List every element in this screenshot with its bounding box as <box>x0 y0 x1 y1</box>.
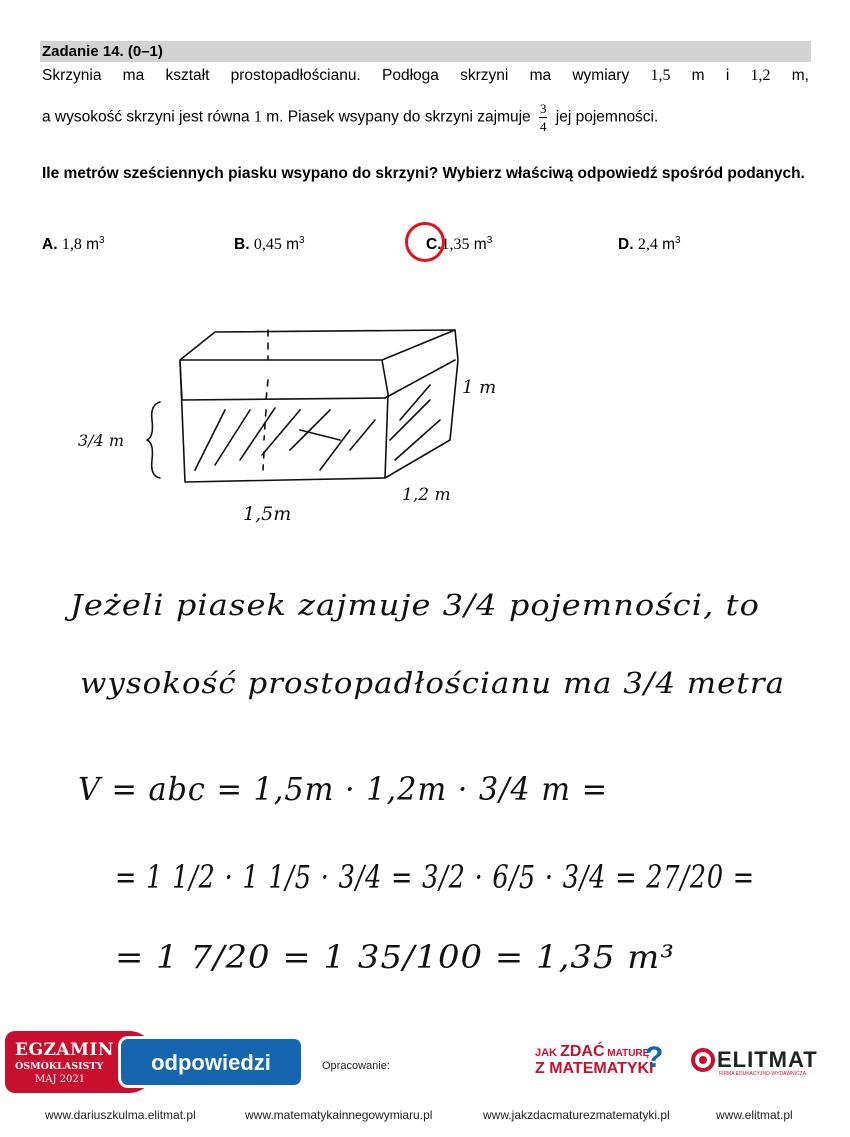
task-text-line2: a wysokość skrzyni jest równa 1 m. Piasek wsypany do skrzyni zajmuje $\frac{3}{4}$ jej pojemności. <box>42 101 659 134</box>
box-front-face <box>180 360 388 482</box>
task-title: Zadanie 14. (0–1) <box>42 43 163 60</box>
url-matematykainnegowymiaru[interactable]: www.matematykainnegowymiaru.pl <box>245 1108 433 1122</box>
question-text: Ile metrów sześciennych piasku wsypano do skrzyni? Wybierz właściwą odpowiedź spośród podanych. <box>42 165 805 182</box>
url-dariuszkulma[interactable]: www.dariuszkulma.elitmat.pl <box>45 1108 196 1122</box>
task-text-line1: Skrzynia ma kształt prostopadłościanu. Podłoga skrzyni ma wymiary 1,5 m i 1,2 m, <box>42 67 809 84</box>
option-a[interactable]: A. 1,8 $m^3$ <box>42 235 105 254</box>
solution-line-1: Jeżeli piasek zajmuje 3/4 pojemności, to <box>64 588 761 622</box>
egzamin-logo: EGZAMIN ÓSMOKLASISTY MAJ 2021 <box>5 1031 155 1093</box>
answers-badge: odpowiedzi <box>118 1036 304 1088</box>
solution-line-5: = 1 7/20 = 1 35/100 = 1,35 m³ <box>115 938 675 976</box>
box-height: 1 <box>253 108 262 126</box>
solution-line-4: = 1 1/2 · 1 1/5 · 3/4 = 3/2 · 6/5 · 3/4 = 27/20 = <box>115 858 755 896</box>
sand-level-line <box>180 362 385 400</box>
label-height: 1 m <box>462 377 497 398</box>
url-jakzdacmature[interactable]: www.jakzdacmaturezmatematyki.pl <box>483 1108 670 1122</box>
url-elitmat[interactable]: www.elitmat.pl <box>716 1108 793 1122</box>
floor-length: 1,5 <box>650 67 671 84</box>
solution-lines <box>64 588 785 976</box>
sand-side-line <box>385 360 455 398</box>
prepared-by-label: Opracowanie: <box>322 1060 390 1072</box>
floor-width: 1,2 <box>750 67 771 84</box>
label-length: 1,5m <box>243 503 292 525</box>
solution-line-3: V = abc = 1,5m · 1,2m · 3/4 m = <box>78 770 608 808</box>
box-sketch <box>147 330 458 482</box>
sand-hatching <box>195 385 440 470</box>
height-brace <box>147 402 160 478</box>
label-sand-height: 3/4 m <box>78 431 125 450</box>
fraction-three-quarters: $\frac{3}{4}$ <box>539 101 547 134</box>
option-d[interactable]: D. 2,4 $m^3$ <box>618 235 681 254</box>
jak-zdac-mature-logo: JAK ZDAĆ MATURĘ Z MATEMATYKI ? <box>535 1041 664 1077</box>
option-b[interactable]: B. 0,45 $m^3$ <box>234 235 305 254</box>
box-top-face <box>180 330 455 360</box>
box-side-face <box>385 330 458 478</box>
option-c[interactable]: C.1,35 $m^3$ <box>426 235 493 254</box>
label-width: 1,2 m <box>402 485 451 505</box>
elitmat-swirl-icon <box>690 1047 716 1073</box>
solution-line-2: wysokość prostopadłościanu ma 3/4 metra <box>80 666 785 700</box>
